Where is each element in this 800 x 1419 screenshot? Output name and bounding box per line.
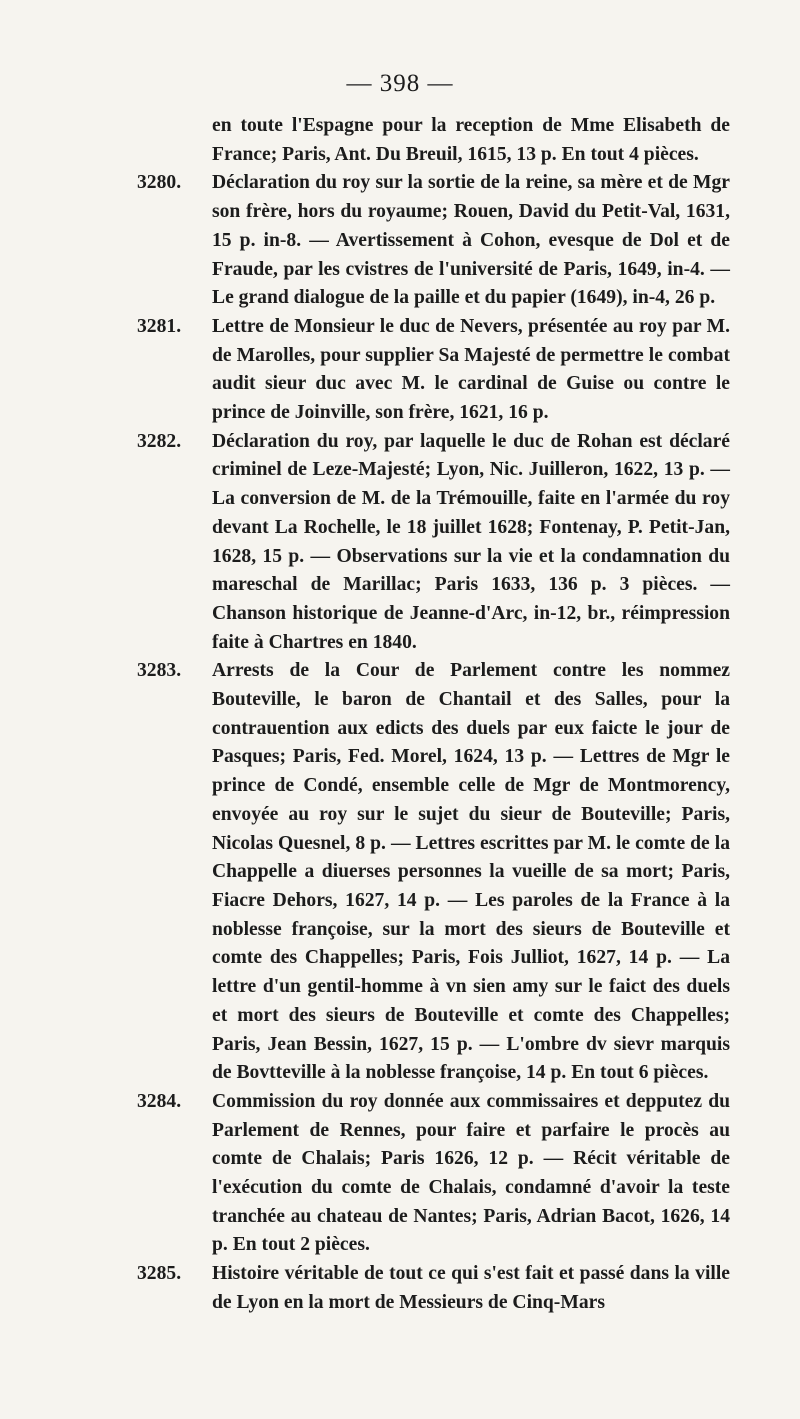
catalogue-entry (137, 313, 730, 428)
entry-number: 3280. (137, 172, 182, 194)
entry-text: Déclaration du roy, par laquelle le duc de Rohan est déclaré criminel de Leze-Majesté; Lyon, Nic. Juilleron, 1622, 13 p. — La conversion de M. de la Trémouille, faite en l'armée du roy devant La Rochelle, le 18 juillet 1628; Fontenay, P. Petit-Jan, 1628, 15 p. — Observations sur la vie et la condamnation du mareschal de Marillac; Paris 1633, 136 p. 3 pièces. — Chanson historique de Jeanne-d'Arc, in-12, br., réimpression faite à Chartres en 1840. (212, 430, 730, 653)
entry-number: 3283. (137, 660, 182, 682)
entry-text: Déclaration du roy sur la sortie de la reine, sa mère et de Mgr son frère, hors du royaume; Rouen, David du Petit-Val, 1631, 15 p. in-8. — Avertissement à Cohon, evesque de Dol et de Fraude, par les cvistres de l'université de Paris, 1649, in-4. — Le grand dialogue de la paille et du papier (1649), in-4, 26 p. (212, 172, 730, 309)
entry-number: 3282. (137, 430, 182, 452)
entry-number: 3284. (137, 1090, 182, 1112)
catalogue-entry (137, 169, 730, 313)
catalogue-entry (137, 1260, 730, 1317)
page-number: — 398 — (346, 70, 454, 97)
catalogue-entry (137, 428, 730, 658)
catalogue-entry (137, 657, 730, 1088)
catalogue-text (137, 112, 730, 1318)
entry-text: Lettre de Monsieur le duc de Nevers, présentée au roy par M. de Marolles, pour supplier Sa Majesté de permettre le combat audit sieur duc avec M. le cardinal de Guise ou contre le prince de Joinville, son frère, 1621, 16 p. (212, 315, 730, 424)
entry-number: 3285. (137, 1263, 182, 1285)
entry-text: en toute l'Espagne pour la reception de Mme Elisabeth de France; Paris, Ant. Du Breuil, 1615, 13 p. En tout 4 pièces. (212, 115, 730, 165)
entry-text: Arrests de la Cour de Parlement contre les nommez Bouteville, le baron de Chantail et des Salles, pour la contrauention aux edicts des duels par eux faicte le jour de Pasques; Paris, Fed. Morel, 1624, 13 p. — Lettres de Mgr le prince de Condé, ensemble celle de Mgr de Montmorency, envoyée au roy sur le sujet du sieur de Bouteville; Paris, Nicolas Quesnel, 8 p. — Lettres escrittes par M. le comte de la Chappelle a diuerses personnes la vueille de sa mort; Paris, Fiacre Dehors, 1627, 14 p. — Les paroles de la France à la noblesse françoise, sur la mort des sieurs de Bouteville et comte des Chappelles; Paris, Fois Julliot, 1627, 14 p. — La lettre d'un gentil-homme à vn sien amy sur le faict des duels et mort des sieurs de Bouteville et comte des Chappelles; Paris, Jean Bessin, 1627, 15 p. — L'ombre dv sievr marquis de Bovtteville à la noblesse françoise, 14 p. En tout 6 pièces. (212, 660, 730, 1084)
entry-text: Histoire véritable de tout ce qui s'est fait et passé dans la ville de Lyon en la mort de Messieurs de Cinq-Mars (212, 1263, 730, 1313)
entry-number: 3281. (137, 315, 182, 337)
catalogue-entry (175, 112, 730, 169)
entry-text: Commission du roy donnée aux commissaires et depputez du Parlement de Rennes, pour faire et parfaire le procès au comte de Chalais; Paris 1626, 12 p. — Récit véritable de l'exécution du comte de Chalais, condamné d'avoir la teste tranchée au chateau de Nantes; Paris, Adrian Bacot, 1626, 14 p. En tout 2 pièces. (212, 1090, 730, 1256)
catalogue-entry (137, 1088, 730, 1260)
